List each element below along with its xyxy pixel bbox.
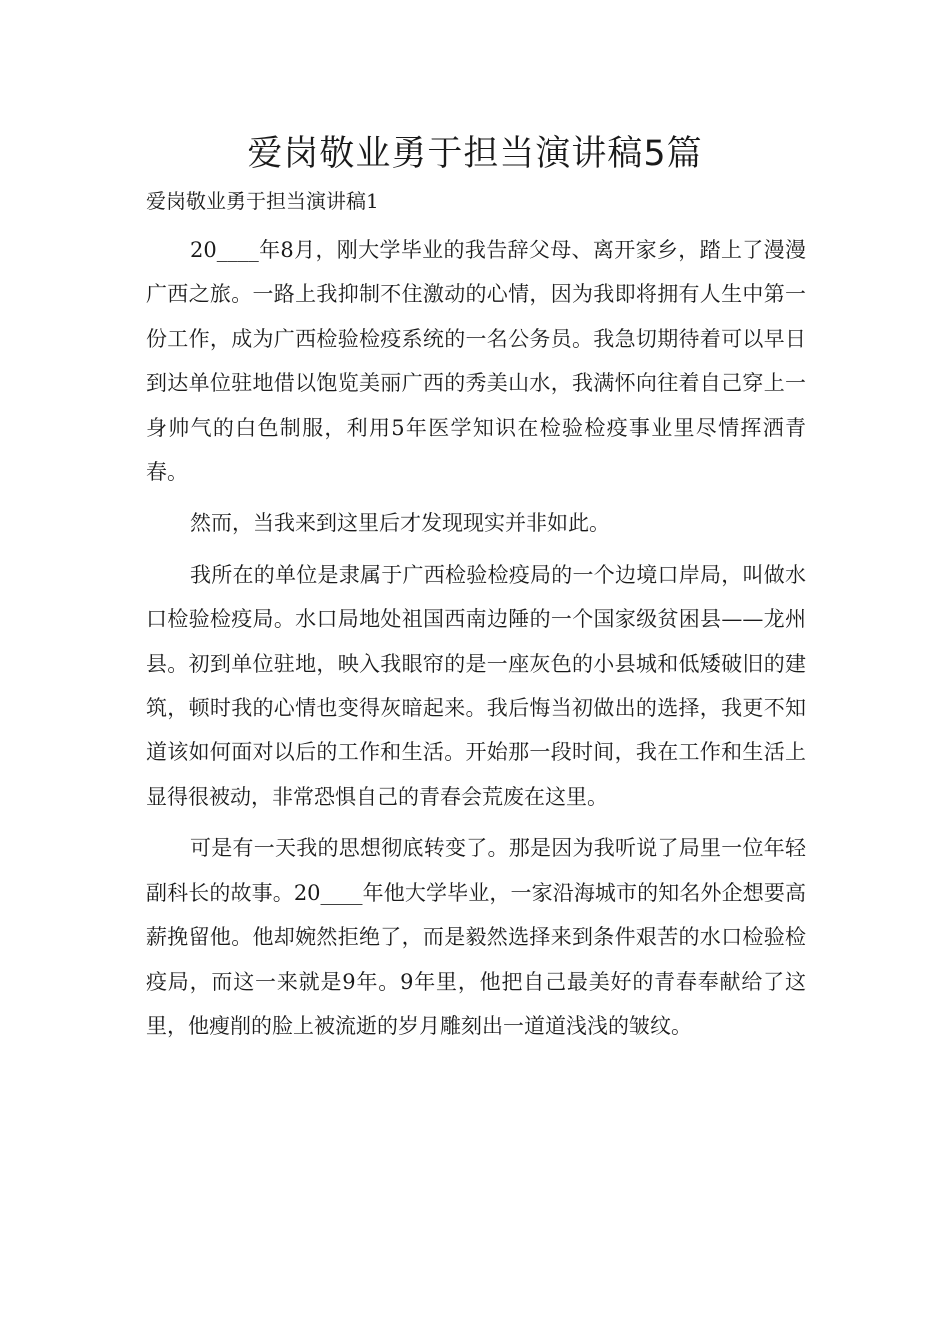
document-body [146, 228, 806, 1055]
paragraph-3: 我所在的单位是隶属于广西检验检疫局的一个边境口岸局，叫做水口检验检疫局。水口局地处祖国西南边陲的一个国家级贫困县——龙州县。初到单位驻地，映入我眼帘的是一座灰色的小县城和低矮破旧的建筑，顿时我的心情也变得灰暗起来。我后悔当初做出的选择，我更不知道该如何面对以后的工作和生活。开始那一段时间，我在工作和生活上显得很被动，非常恐惧自己的青春会荒废在这里。 [146, 562, 806, 809]
paragraph-1: 20____年8月，刚大学毕业的我告辞父母、离开家乡，踏上了漫漫广西之旅。一路上我抑制不住激动的心情，因为我即将拥有人生中第一份工作，成为广西检验检疫系统的一名公务员。我急切期待着可以早日到达单位驻地借以饱览美丽广西的秀美山水，我满怀向往着自己穿上一身帅气的白色制服，利用5年医学知识在检验检疫事业里尽情挥洒青春。 [146, 238, 806, 485]
document-subtitle: 爱岗敬业勇于担当演讲稿1 [146, 189, 379, 213]
paragraph-4: 可是有一天我的思想彻底转变了。那是因为我听说了局里一位年轻副科长的故事。20____年他大学毕业，一家沿海城市的知名外企想要高薪挽留他。他却婉然拒绝了，而是毅然选择来到条件艰苦的水口检验检疫局，而这一来就是9年。9年里，他把自己最美好的青春奉献给了这里，他瘦削的脸上被流逝的岁月雕刻出一道道浅浅的皱纹。 [146, 836, 806, 1038]
document-title: 爱岗敬业勇于担当演讲稿5篇 [247, 134, 703, 174]
paragraph-2: 然而，当我来到这里后才发现现实并非如此。 [190, 511, 610, 536]
